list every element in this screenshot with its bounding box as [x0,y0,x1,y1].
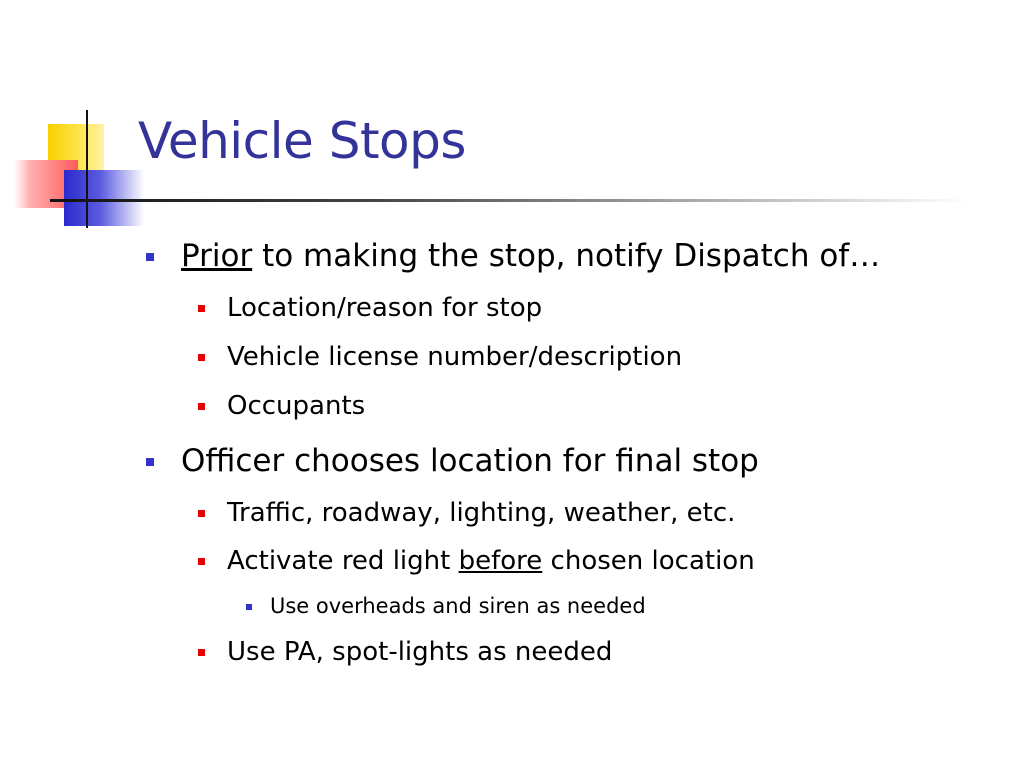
square-bullet-icon [198,510,205,517]
bullet-text-before: Activate red light [227,546,459,576]
square-bullet-icon [246,604,252,610]
bullet-text: Occupants [227,391,366,421]
bullet-item [146,238,880,274]
title-underline-rule [50,199,970,202]
slide-title: Vehicle Stops [138,112,466,170]
bullet-text: Vehicle license number/description [227,342,683,372]
underlined-word: Prior [181,238,253,274]
sub-bullet-item [198,498,735,528]
bullet-text: Use overheads and siren as needed [270,594,646,618]
square-bullet-icon [198,305,205,312]
bullet-text-after: chosen location [542,546,755,576]
bullet-text: Use PA, spot-lights as needed [227,637,613,667]
bullet-item [146,443,759,479]
sub-bullet-item [198,391,365,421]
sub-bullet-item [198,342,682,372]
square-bullet-icon [198,558,205,565]
square-bullet-icon [198,354,205,361]
underlined-word: before [458,546,543,576]
bullet-text-rest: to making the stop, notify Dispatch of… [252,238,881,274]
bullet-text: Location/reason for stop [227,293,543,323]
sub-sub-bullet-item [246,594,646,618]
bullet-text: Officer chooses location for final stop [181,443,759,479]
square-bullet-icon [198,403,205,410]
square-bullet-icon [146,253,154,261]
square-bullet-icon [198,649,205,656]
bullet-text: Traffic, roadway, lighting, weather, etc. [227,498,736,528]
square-bullet-icon [146,458,154,466]
bullet-text [227,546,755,576]
logo-vertical-line [86,110,88,228]
bullet-text [181,238,880,274]
logo-blue-square [64,170,144,226]
sub-bullet-item [198,546,755,576]
sub-bullet-item [198,293,542,323]
sub-bullet-item [198,637,612,667]
